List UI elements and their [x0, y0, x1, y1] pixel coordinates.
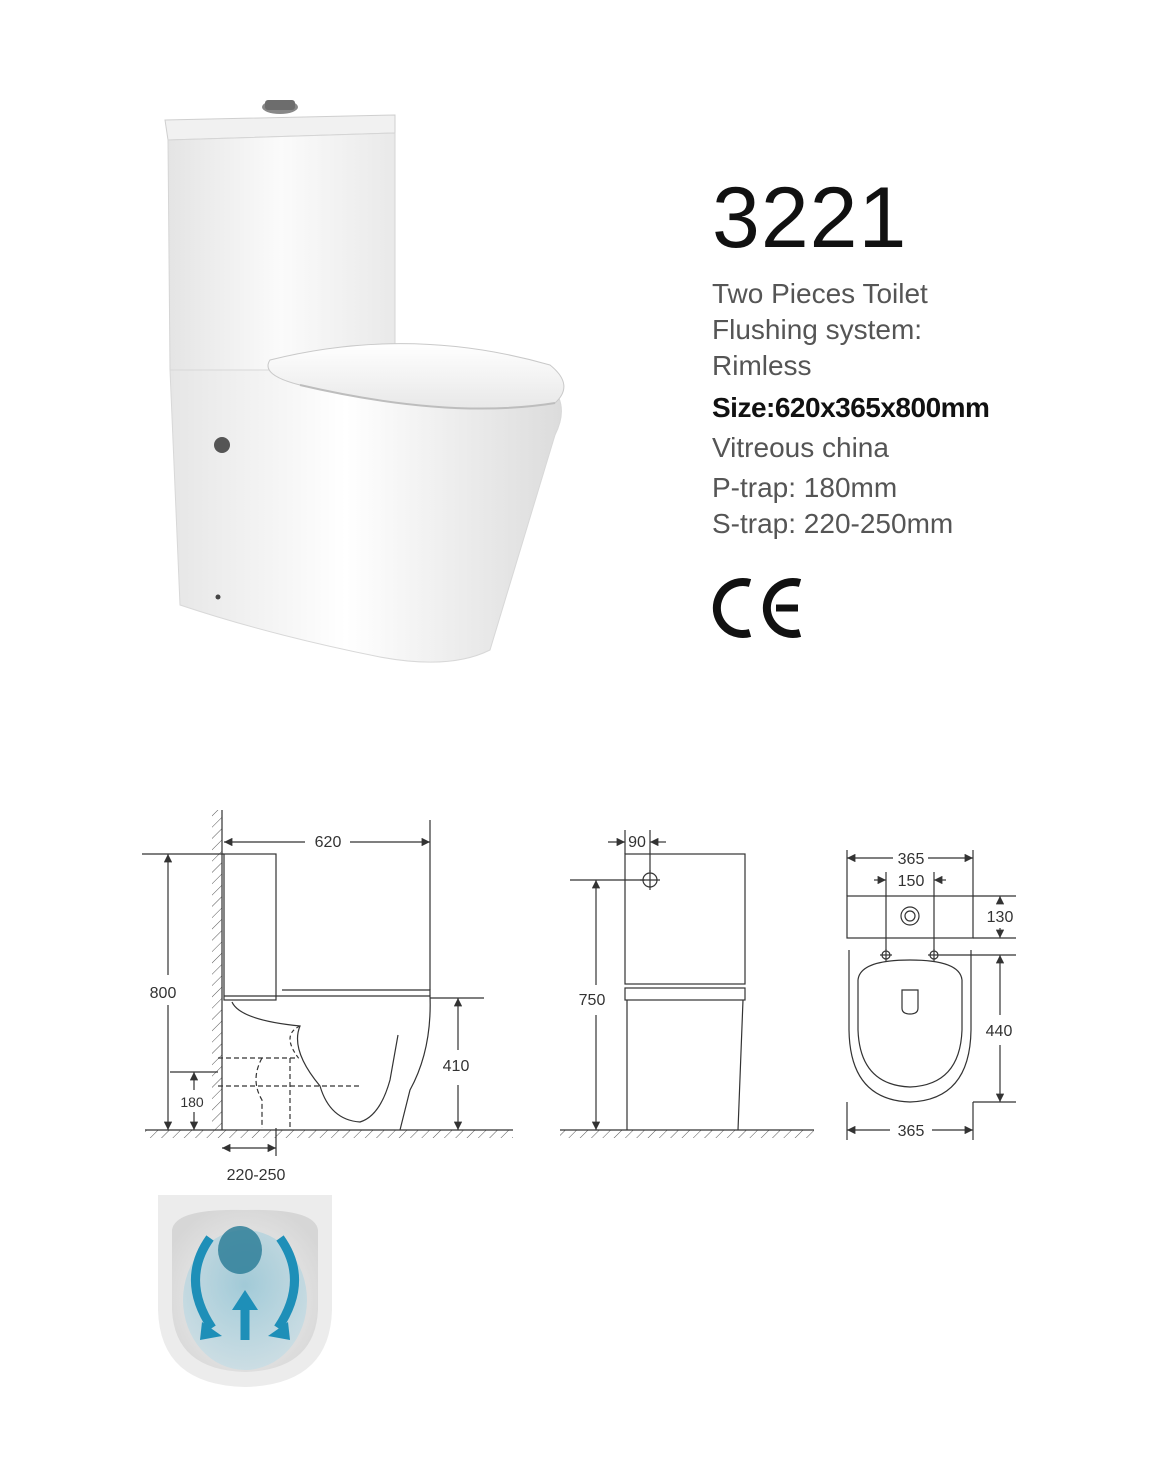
top-view-drawing — [847, 850, 1016, 1140]
spec-flushing-value: Rimless — [712, 350, 812, 381]
spec-flushing-label: Flushing system: — [712, 314, 923, 345]
dim-front-height: 750 — [578, 992, 606, 1009]
spec-material: Vitreous china — [712, 432, 889, 463]
model-number: 3221 — [712, 170, 908, 266]
front-view-drawing — [560, 830, 814, 1138]
spec-s-trap: S-trap: 220-250mm — [712, 508, 954, 539]
spec-type: Two Pieces Toilet — [712, 278, 928, 309]
dim-hole-spacing: 150 — [897, 873, 925, 890]
toilet-product-image — [150, 85, 590, 675]
spec-p-trap: P-trap: 180mm — [712, 472, 898, 503]
dim-seat-height: 410 — [442, 1058, 470, 1075]
dim-width-bottom: 365 — [897, 1123, 925, 1140]
technical-drawings — [0, 790, 1169, 1210]
spec-panel — [712, 170, 1142, 542]
dim-height: 800 — [149, 985, 177, 1002]
ce-mark-icon — [712, 575, 807, 641]
dim-width-top: 365 — [897, 851, 925, 868]
dim-bowl-length: 440 — [985, 1023, 1013, 1040]
rimless-flush-image — [150, 1190, 340, 1390]
dim-offset: 90 — [628, 834, 646, 851]
spec-size: Size:620x365x800mm — [712, 392, 990, 423]
dim-tank-depth: 130 — [986, 909, 1014, 926]
dim-p-trap: 180 — [180, 1094, 204, 1110]
dim-depth: 620 — [314, 834, 342, 851]
dim-s-trap: 220-250 — [226, 1167, 286, 1184]
